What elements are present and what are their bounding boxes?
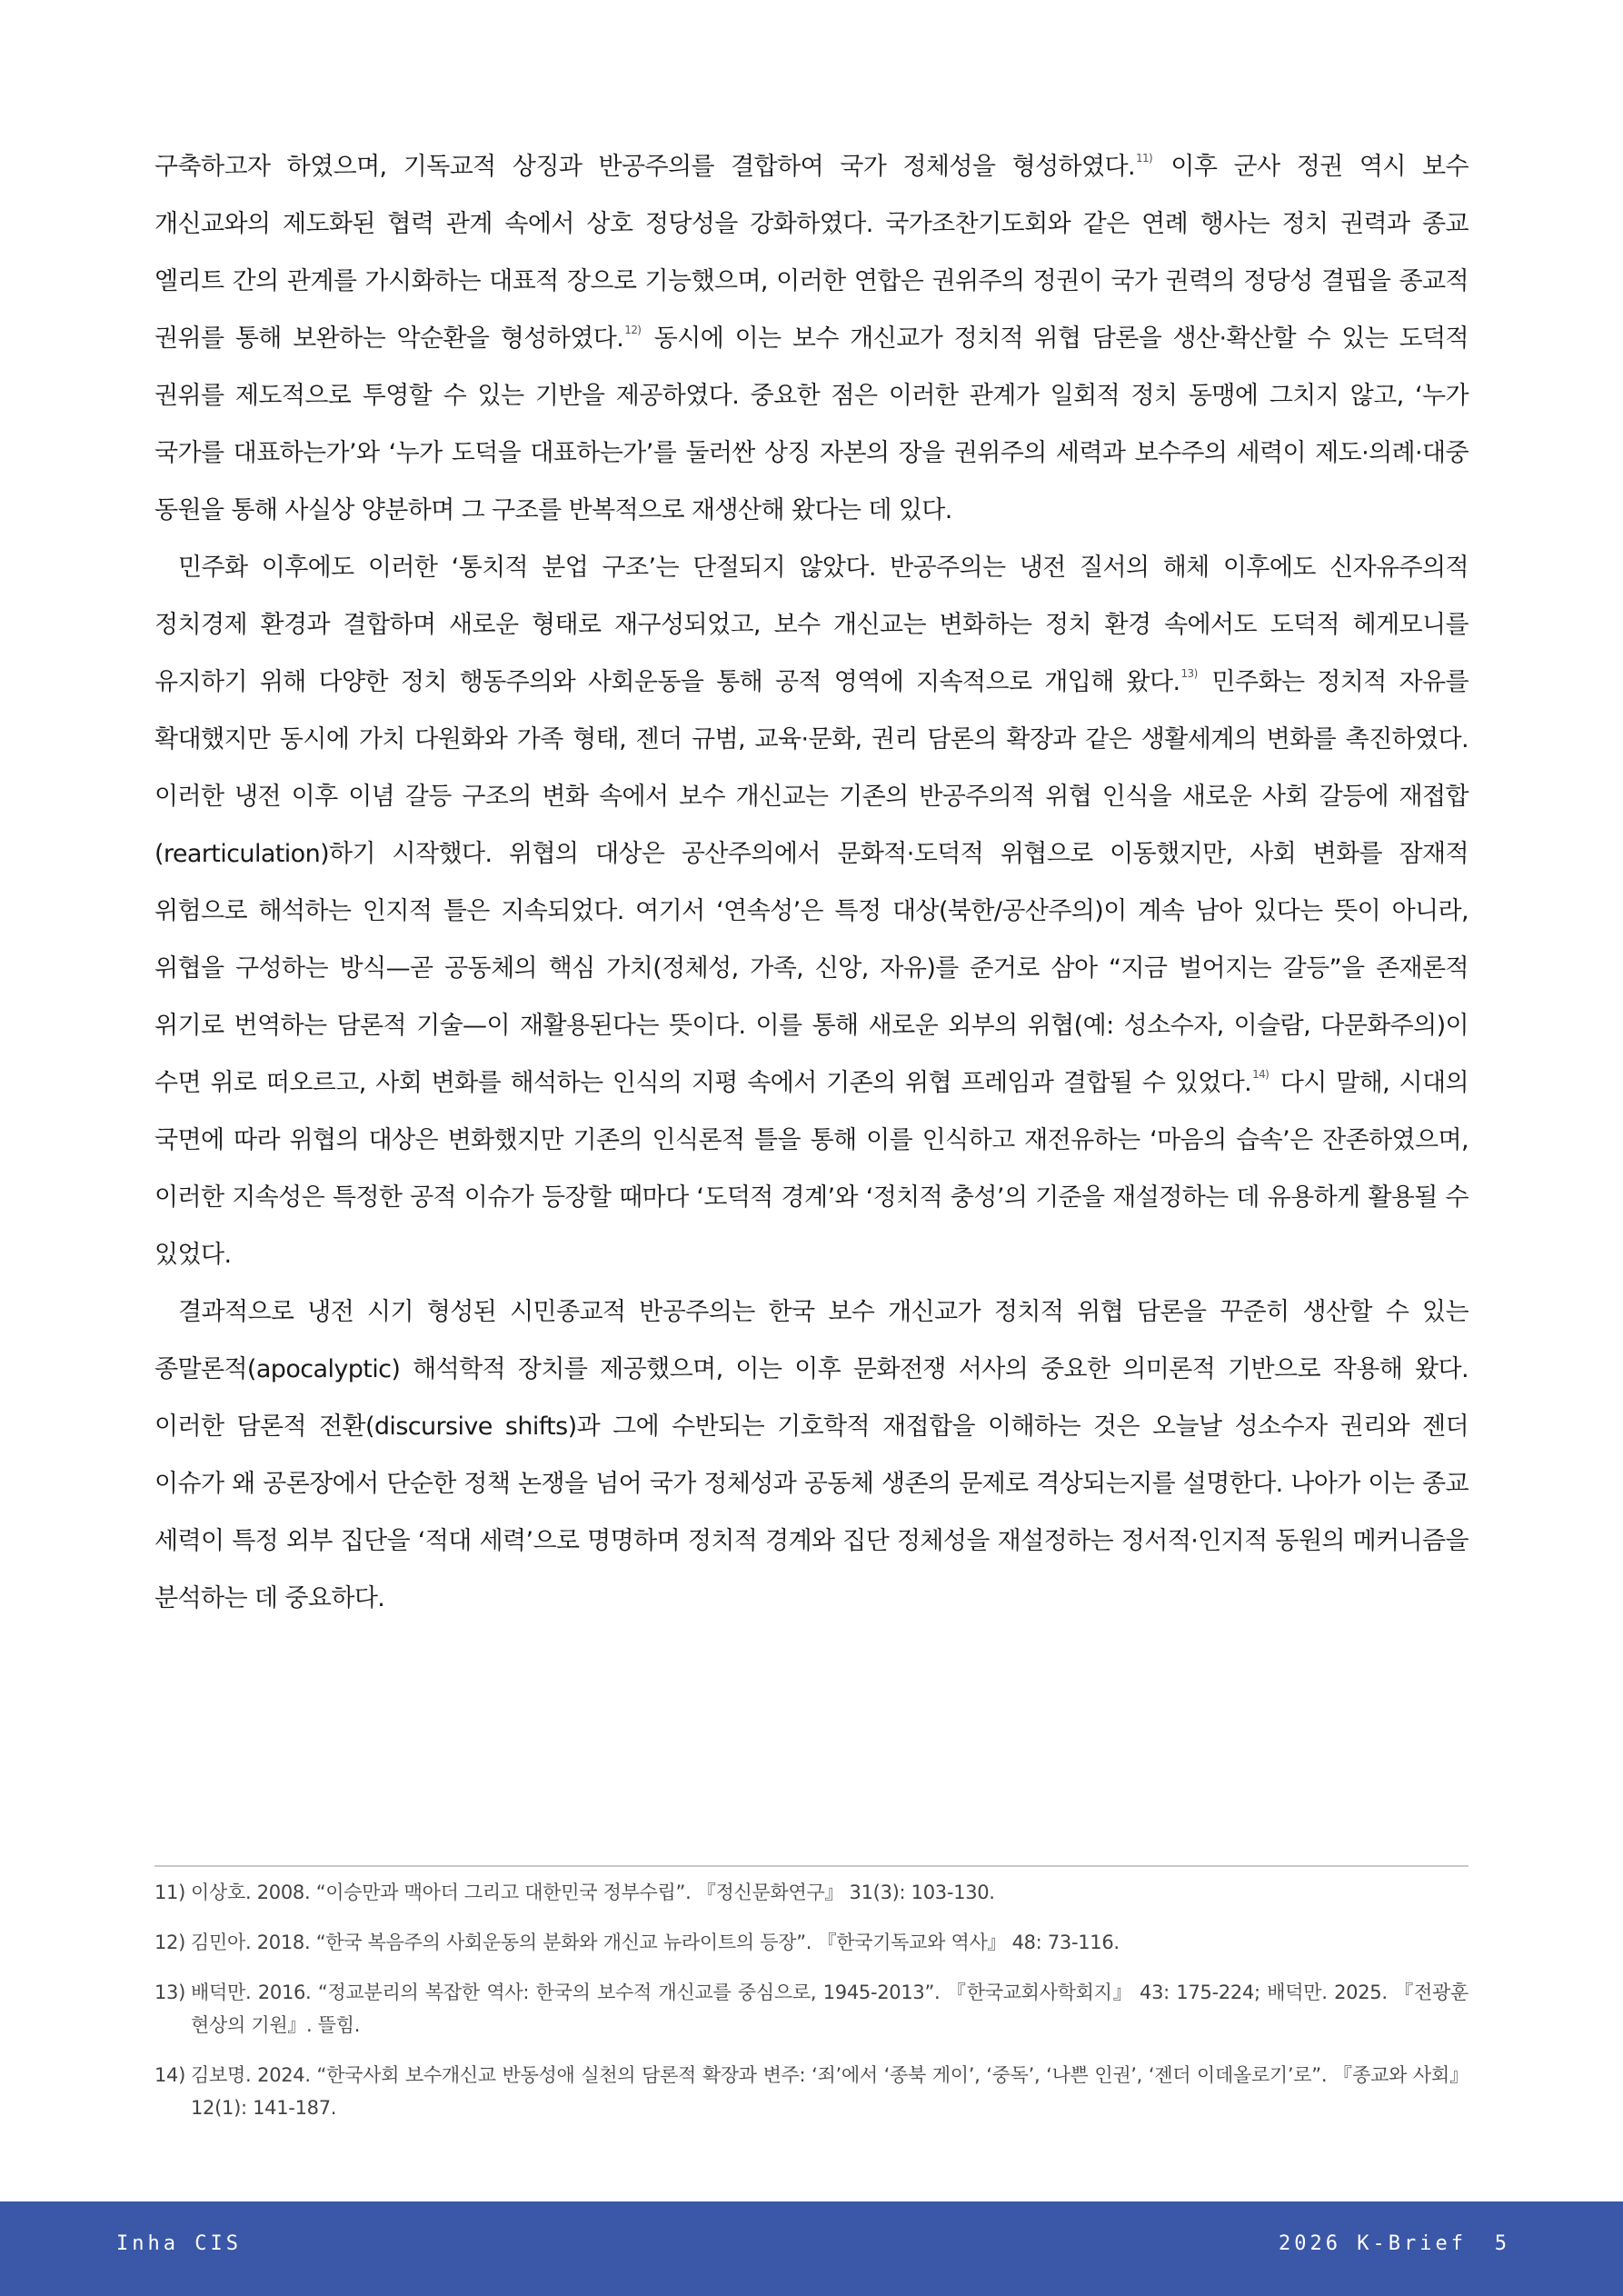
page-number: 5 [1494,2232,1507,2255]
paragraph-text: 민주화 이후에도 이러한 ‘통치적 분업 구조’는 단절되지 않았다. 반공주의는 냉전 질서의 해체 이후에도 신자유주의적 정치경제 환경과 결합하며 새로운 형태로 재구성되었고, 보수 개신교는 변화하는 정치 환경 속에서도 도덕적 헤게모니를 유지하기 위해 다양한 정치 행동주의와 사회운동을 통해 공적 영역에 지속적으로 개입해 왔다. [154,554,1469,696]
paragraph-text: 구축하고자 하였으며, 기독교적 상징과 반공주의를 결합하여 국가 정체성을 형성하였다. [154,153,1135,181]
footer-publication-title: 2026 K-Brief [1279,2232,1467,2255]
footnote-divider [154,1865,1469,1867]
footnote-11 [154,1876,1469,1909]
footnotes-section [154,1876,1469,2141]
paragraph-text: 동시에 이는 보수 개신교가 정치적 위협 담론을 생산·확산할 수 있는 도덕적 권위를 제도적으로 투영할 수 있는 기반을 제공하였다. 중요한 점은 이러한 관계가 일회적 정치 동맹에 그치지 않고, ‘누가 국가를 대표하는가’와 ‘누가 도덕을 대표하는가’를 둘러싼 상징 자본의 장을 권위주의 세력과 보수주의 세력이 제도·의례·대중 동원을 통해 사실상 양분하며 그 구조를 반복적으로 재생산해 왔다는 데 있다. [154,324,1469,524]
footnote-number: 13) [154,1982,186,2003]
footnote-text: 김보명. 2024. “한국사회 보수개신교 반동성애 실천의 담론적 확장과 변주: ‘죄’에서 ‘종북 게이’, ‘중독’, ‘나쁜 인권’, ‘젠더 이데올로기’로”. 『종교와 사회』 12(1): 141-187. [191,2064,1469,2119]
paragraph-text: 다시 말해, 시대의 국면에 따라 위협의 대상은 변화했지만 기존의 인식론적 틀을 통해 이를 인식하고 재전유하는 ‘마음의 습속’은 잔존하였으며, 이러한 지속성은 특정한 공적 이슈가 등장할 때마다 ‘도덕적 경계’와 ‘정치적 충성’의 기준을 재설정하는 데 유용하게 활용될 수 있었다. [154,1069,1469,1269]
footnote-text: 배덕만. 2016. “정교분리의 복잡한 역사: 한국의 보수적 개신교를 중심으로, 1945-2013”. 『한국교회사학회지』 43: 175-224; 배덕만. 2025. 『전광훈 현상의 기원』. 뜰힘. [191,1982,1469,2036]
paragraph-2 [154,539,1469,1283]
paragraph-text: 민주화는 정치적 자유를 확대했지만 동시에 가치 다원화와 가족 형태, 젠더 규범, 교육·문화, 권리 담론의 확장과 같은 생활세계의 변화를 촉진하였다. 이러한 냉전 이후 이념 갈등 구조의 변화 속에서 보수 개신교는 기존의 반공주의적 위협 인식을 새로운 사회 갈등에 재접합(rearticulation)하기 시작했다. 위협의 대상은 공산주의에서 문화적·도덕적 위협으로 이동했지만, 사회 변화를 잠재적 위험으로 해석하는 인지적 틀은 지속되었다. 여기서 ‘연속성’은 특정 대상(북한/공산주의)이 계속 남아 있다는 뜻이 아니라, 위협을 구성하는 방식—곧 공동체의 핵심 가치(정체성, 가족, 신앙, 자유)를 준거로 삼아 “지금 벌어지는 갈등”을 존재론적 위기로 번역하는 담론적 기술—이 재활용된다는 뜻이다. 이를 통해 새로운 외부의 위협(예: 성소수자, 이슬람, 다문화주의)이 수면 위로 떠오르고, 사회 변화를 해석하는 인식의 지평 속에서 기존의 위협 프레임과 결합될 수 있었다. [154,668,1469,1097]
footnote-13 [154,1976,1469,2041]
footnote-text: 김민아. 2018. “한국 복음주의 사회운동의 분화와 개신교 뉴라이트의 등장”. 『한국기독교와 역사』 48: 73-116. [191,1932,1120,1953]
paragraph-3: 결과적으로 냉전 시기 형성된 시민종교적 반공주의는 한국 보수 개신교가 정치적 위협 담론을 꾸준히 생산할 수 있는 종말론적(apocalyptic) 해석학적 장치를 제공했으며, 이는 이후 문화전쟁 서사의 중요한 의미론적 기반으로 작용해 왔다. 이러한 담론적 전환(discursive shifts)과 그에 수반되는 기호학적 재접합을 이해하는 것은 오늘날 성소수자 권리와 젠더 이슈가 왜 공론장에서 단순한 정책 논쟁을 넘어 국가 정체성과 공동체 생존의 문제로 격상되는지를 설명한다. 나아가 이는 종교 세력이 특정 외부 집단을 ‘적대 세력’으로 명명하며 정치적 경계와 집단 정체성을 재설정하는 정서적·인지적 동원의 메커니즘을 분석하는 데 중요하다. [154,1298,1469,1612]
footnote-number: 11) [154,1882,186,1903]
footnote-ref-14[interactable]: 14) [1252,1068,1270,1081]
footnote-12 [154,1926,1469,1959]
footnote-number: 12) [154,1932,186,1953]
footnote-ref-13[interactable]: 13) [1180,667,1198,680]
footnote-14 [154,2059,1469,2124]
footnote-ref-11[interactable]: 11) [1135,152,1153,165]
page-footer [0,2201,1623,2296]
footnote-text: 이상호. 2008. “이승만과 맥아더 그리고 대한민국 정부수립”. 『정신문화연구』 31(3): 103-130. [191,1882,995,1903]
paragraph-text: 이후 군사 정권 역시 보수 개신교와의 제도화된 협력 관계 속에서 상호 정당성을 강화하였다. 국가조찬기도회와 같은 연례 행사는 정치 권력과 종교 엘리트 간의 관계를 가시화하는 대표적 장으로 기능했으며, 이러한 연합은 권위주의 정권이 국가 권력의 정당성 결핍을 종교적 권위를 통해 보완하는 악순환을 형성하였다. [154,153,1469,353]
paragraph-1 [154,138,1469,539]
footnote-number: 14) [154,2064,186,2086]
footer-org-name: Inha CIS [116,2232,242,2255]
main-body-text [154,138,1469,1627]
footnote-ref-12[interactable]: 12) [624,324,642,336]
